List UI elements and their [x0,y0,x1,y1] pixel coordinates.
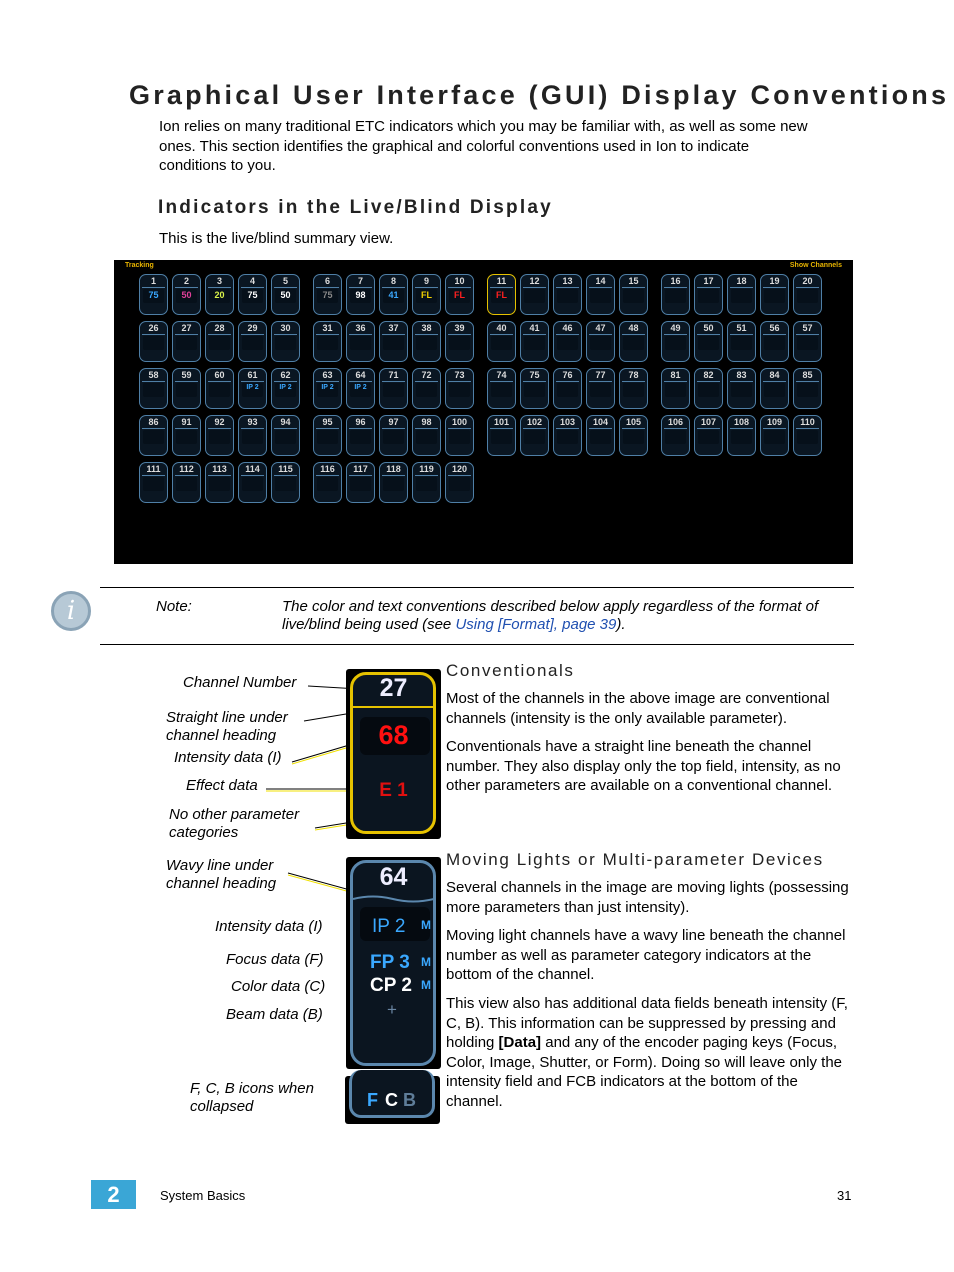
channel-number: 13 [562,276,573,286]
channel-number: 98 [421,417,432,427]
moving-p3-part: This view also has additional data fields beneath intensity (F, C, B). This information can be suppressed by pressing and holding [446,995,848,1051]
callout-focus: Focus data (F) [226,951,324,968]
channel-number: 37 [388,323,399,333]
channel-value: 98 [355,290,366,300]
channel-number: 111 [146,464,161,474]
channel-number: 58 [148,370,159,380]
moving-fp: FP 3 [370,952,410,973]
channel-number: 109 [766,417,783,427]
note-link[interactable]: Using [Format], page 39 [455,615,617,633]
channel-value: FL [454,290,465,300]
channel-number: 8 [390,276,396,286]
channel-value: 50 [181,290,192,300]
channel-number: 29 [247,323,258,333]
moving-cp-m: M [421,978,431,992]
moving-channel-image [346,857,441,1069]
intro-line: Ion relies on many traditional ETC indicators which you may be familiar with, as well as some new [159,118,808,135]
channel-number: 26 [148,323,159,333]
channel-number: 11 [496,276,507,286]
channel-number: 56 [769,323,780,333]
wavy-line [353,894,434,904]
callout-channel-number: Channel Number [183,674,297,691]
channel-value: FL [496,290,507,300]
channel-value: IP 2 [354,384,367,391]
channel-number: 28 [214,323,225,333]
footer-section: System Basics [160,1188,246,1203]
channel-number: 94 [280,417,291,427]
channel-number: 17 [703,276,714,286]
show-channels-label: Show Channels [789,262,842,269]
moving-plus: + [387,1000,397,1019]
channel-value: 50 [280,290,291,300]
callout-intensity: Intensity data (I) [174,749,282,766]
channel-number: 91 [181,417,192,427]
channel-value: IP 2 [246,384,259,391]
channel-number: 106 [667,417,684,427]
channel-number: 64 [355,370,366,380]
channel-number: 93 [247,417,258,427]
channel-value: 75 [322,290,333,300]
channel-number: 7 [357,276,363,286]
intro-line: ones. This section identifies the graphical and colorful conventions used in Ion to indicate [159,137,750,155]
footer-page-number: 31 [837,1188,852,1203]
channel-number: 48 [628,323,639,333]
conv-intensity: 68 [378,720,409,750]
channel-number: 14 [595,276,606,286]
channel-number: 30 [280,323,291,333]
channel-number: 103 [559,417,576,427]
channel-number: 39 [454,323,465,333]
channel-value: IP 2 [321,384,334,391]
intro-line: conditions to you. [159,157,276,174]
moving-p3 [446,994,856,1111]
channel-number: 41 [529,323,540,333]
callout-color: Color data (C) [231,978,326,995]
channel-number: 51 [736,323,747,333]
channel-number: 100 [451,417,468,427]
channel-number: 72 [421,370,432,380]
channel-number: 108 [733,417,750,427]
channel-number: 110 [800,417,815,427]
channel-number: 81 [670,370,681,380]
channel-number: 20 [802,276,813,286]
channel-number: 76 [562,370,573,380]
channel-number: 107 [700,417,717,427]
fcb-collapsed-image [345,1076,440,1124]
info-icon: i [51,591,91,631]
channel-number: 105 [625,417,642,427]
channel-number: 4 [249,276,255,286]
channel-number: 27 [181,323,192,333]
channel-number: 75 [529,370,540,380]
channel-number: 16 [670,276,681,286]
callout-effect: Effect data [186,777,258,794]
moving-ip-m: M [421,918,431,932]
channel-number: 57 [802,323,813,333]
callout-no-other: No other parameter categories [169,806,300,841]
channel-number: 18 [736,276,747,286]
moving-p1: Several channels in the image are moving lights (possessing more parameters than just intensity). [446,879,849,916]
channel-number: 6 [324,276,330,286]
channel-number: 1 [150,276,156,286]
channel-value: 75 [247,290,258,300]
channel-number: 115 [278,464,293,474]
chapter-badge: 2 [91,1180,136,1209]
channel-number: 96 [355,417,366,427]
note-text-line: The color and text conventions described below apply regardless of the format of [282,598,819,615]
conventionals-heading: Conventionals [446,661,575,680]
section-caption: This is the live/blind summary view. [159,230,394,247]
channel-number: 46 [562,323,573,333]
channel-number: 82 [703,370,714,380]
straight-line [353,706,434,708]
channel-number: 15 [628,276,639,286]
channel-number: 38 [421,323,432,333]
channel-number: 12 [529,276,540,286]
channel-value: FL [421,290,432,300]
conventionals-p1: Most of the channels in the above image are conventional channels (intensity is the only available parameter). [446,690,830,727]
channel-number: 36 [355,323,366,333]
callout-m-intensity: Intensity data (I) [215,918,323,935]
moving-p3-part: and any of the encoder paging keys (Focus, Color, Image, Shutter, or Form). Doing so will leave only the intensity field and FCB indicators at the bottom of the channel. [446,1034,843,1110]
section-heading: Indicators in the Live/Blind Display [158,197,553,218]
channel-number: 5 [282,276,288,286]
channel-number: 77 [595,370,606,380]
channel-number: 61 [247,370,258,380]
moving-channel-number: 64 [379,863,408,891]
data-key-label: [Data] [498,1034,542,1051]
channel-number: 62 [280,370,291,380]
channel-number: 116 [320,464,335,474]
callout-fcb-icons: F, C, B icons when collapsed [190,1080,314,1115]
callout-beam: Beam data (B) [226,1006,323,1023]
channel-value: 75 [148,290,159,300]
moving-p2: Moving light channels have a wavy line beneath the channel number as well as parameter category indicators at the bottom of the channel. [446,927,846,983]
moving-heading: Moving Lights or Multi-parameter Devices [446,850,824,869]
moving-cp: CP 2 [370,975,412,996]
channel-number: 73 [454,370,465,380]
channel-number: 114 [245,464,260,474]
page-title: Graphical User Interface (GUI) Display Conventions [129,80,950,110]
channel-number: 60 [214,370,225,380]
channel-number: 84 [769,370,780,380]
channel-number: 95 [322,417,333,427]
channel-number: 119 [419,464,434,474]
channel-value: 41 [388,290,399,300]
conv-channel-number: 27 [379,674,408,702]
channel-number: 74 [496,370,507,380]
channel-number: 59 [181,370,192,380]
channel-number: 102 [526,417,543,427]
callout-wavy: Wavy line under channel heading [166,857,277,892]
tracking-label: Tracking [125,262,154,269]
channel-number: 120 [451,464,468,474]
note-text-part: ). [616,615,626,633]
channel-number: 31 [322,323,333,333]
channel-number: 19 [769,276,780,286]
channel-number: 78 [628,370,639,380]
channel-number: 86 [148,417,159,427]
channel-number: 101 [493,417,510,427]
conventional-channel-image [346,669,441,839]
channel-number: 92 [214,417,225,427]
channel-number: 85 [802,370,813,380]
channel-number: 40 [496,323,507,333]
channel-number: 113 [212,464,227,474]
channel-number: 3 [216,276,222,286]
conv-effect: E 1 [379,780,408,801]
channel-number: 83 [736,370,747,380]
conventionals-p2: Conventionals have a straight line beneath the channel number. They also display only the top field, intensity, as no other parameters are available on a conventional channel. [446,738,841,794]
fcb-c: C [385,1090,398,1110]
channel-number: 10 [454,276,465,286]
callout-straight-line: Straight line under channel heading [166,709,288,744]
channel-value: 20 [214,290,225,300]
channel-number: 104 [592,417,609,427]
channel-number: 49 [670,323,681,333]
fcb-b: B [403,1090,416,1110]
channel-number: 118 [386,464,401,474]
moving-ip: IP 2 [372,916,406,937]
channel-number: 71 [388,370,399,380]
moving-fp-m: M [421,955,431,969]
channel-value: IP 2 [279,384,292,391]
note-text-part: live/blind being used (see [282,615,456,633]
channel-number: 97 [388,417,399,427]
channel-number: 9 [423,276,429,286]
channel-number: 117 [353,464,368,474]
note-label: Note: [156,598,192,615]
fcb-f: F [367,1090,378,1110]
channel-number: 47 [595,323,606,333]
channel-number: 63 [322,370,333,380]
channel-number: 50 [703,323,714,333]
channel-number: 2 [183,276,189,286]
channel-number: 112 [179,464,194,474]
